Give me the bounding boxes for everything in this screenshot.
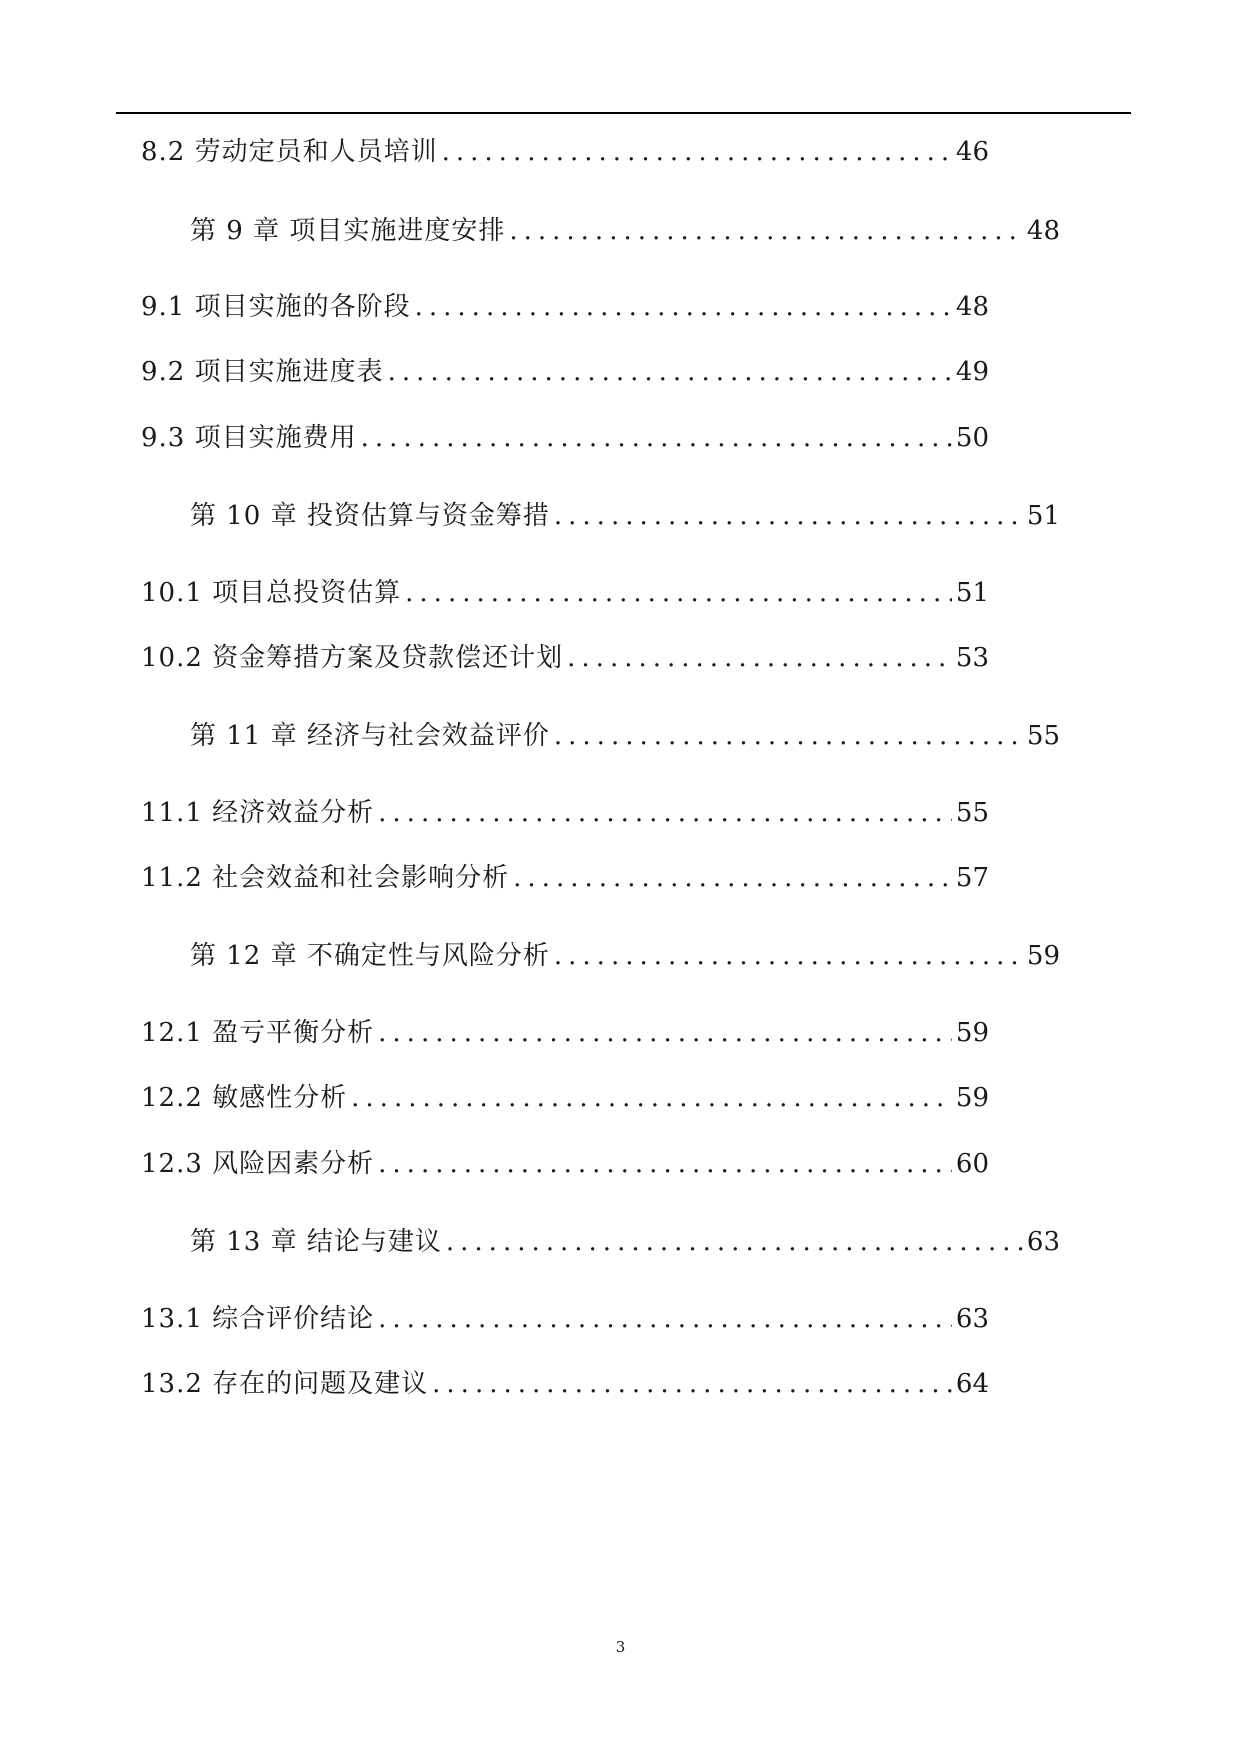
toc-entry-8-2[interactable] xyxy=(141,132,989,172)
toc-entry-page: 53 xyxy=(955,643,989,673)
toc-dot-leader xyxy=(446,1222,1023,1262)
toc-entry-page: 51 xyxy=(955,578,989,608)
toc-entry-page: 55 xyxy=(1026,721,1060,751)
toc-entry-page: 51 xyxy=(1026,501,1060,531)
toc-entry-title: 8.2 劳动定员和人员培训 xyxy=(141,137,438,167)
toc-dot-leader xyxy=(554,936,1023,976)
toc-dot-leader xyxy=(509,211,1023,251)
toc-entry-11-2[interactable] xyxy=(141,858,989,898)
toc-dot-leader xyxy=(378,1013,952,1053)
toc-entry-13-1[interactable] xyxy=(141,1299,989,1339)
toc-entry-10-1[interactable] xyxy=(141,573,989,613)
toc-dot-leader xyxy=(388,352,952,392)
toc-entry-page: 46 xyxy=(955,137,989,167)
toc-entry-title: 第 13 章 结论与建议 xyxy=(190,1227,442,1257)
toc-entry-12-1[interactable] xyxy=(141,1013,989,1053)
toc-entry-9-1[interactable] xyxy=(141,287,989,327)
toc-entry-title: 第 10 章 投资估算与资金筹措 xyxy=(190,501,550,531)
toc-entry-page: 50 xyxy=(955,423,989,453)
toc-entry-title: 11.1 经济效益分析 xyxy=(141,798,375,828)
toc-entry-title: 第 11 章 经济与社会效益评价 xyxy=(190,721,550,751)
toc-entry-page: 55 xyxy=(955,798,989,828)
toc-dot-leader xyxy=(405,573,952,613)
toc-entry-title: 11.2 社会效益和社会影响分析 xyxy=(141,863,510,893)
toc-chapter-10[interactable] xyxy=(190,496,1060,536)
toc-entry-page: 48 xyxy=(1026,216,1060,246)
toc-entry-title: 10.2 资金筹措方案及贷款偿还计划 xyxy=(141,643,564,673)
toc-entry-title: 10.1 项目总投资估算 xyxy=(141,578,402,608)
toc-entry-title: 9.2 项目实施进度表 xyxy=(141,357,384,387)
toc-entry-12-2[interactable] xyxy=(141,1078,989,1118)
toc-dot-leader xyxy=(442,132,952,172)
toc-entry-12-3[interactable] xyxy=(141,1144,989,1184)
toc-dot-leader xyxy=(351,1078,952,1118)
toc-entry-title: 9.3 项目实施费用 xyxy=(141,423,357,453)
toc-entry-title: 12.2 敏感性分析 xyxy=(141,1083,348,1113)
toc-entry-page: 63 xyxy=(955,1304,989,1334)
toc-dot-leader xyxy=(567,638,952,678)
toc-entry-page: 59 xyxy=(955,1018,989,1048)
toc-entry-title: 12.3 风险因素分析 xyxy=(141,1149,375,1179)
toc-entry-page: 63 xyxy=(1026,1227,1060,1257)
toc-entry-title: 第 12 章 不确定性与风险分析 xyxy=(190,941,550,971)
toc-dot-leader xyxy=(432,1364,952,1404)
toc-dot-leader xyxy=(415,287,952,327)
toc-entry-title: 13.2 存在的问题及建议 xyxy=(141,1369,429,1399)
toc-entry-page: 49 xyxy=(955,357,989,387)
toc-dot-leader xyxy=(378,793,952,833)
toc-dot-leader xyxy=(554,496,1023,536)
toc-chapter-12[interactable] xyxy=(190,936,1060,976)
toc-chapter-9[interactable] xyxy=(190,211,1060,251)
toc-entry-title: 第 9 章 项目实施进度安排 xyxy=(190,216,506,246)
toc-entry-page: 64 xyxy=(955,1369,989,1399)
toc-dot-leader xyxy=(513,858,952,898)
toc-chapter-11[interactable] xyxy=(190,716,1060,756)
toc-dot-leader xyxy=(554,716,1023,756)
toc-entry-13-2[interactable] xyxy=(141,1364,989,1404)
toc-entry-title: 13.1 综合评价结论 xyxy=(141,1304,375,1334)
toc-entry-10-2[interactable] xyxy=(141,638,989,678)
toc-entry-page: 60 xyxy=(955,1149,989,1179)
toc-dot-leader xyxy=(361,418,952,458)
toc-entry-page: 48 xyxy=(955,292,989,322)
page-number: 3 xyxy=(615,1638,626,1656)
toc-entry-title: 9.1 项目实施的各阶段 xyxy=(141,292,411,322)
toc-entry-title: 12.1 盈亏平衡分析 xyxy=(141,1018,375,1048)
toc-entry-9-3[interactable] xyxy=(141,418,989,458)
toc-dot-leader xyxy=(378,1299,952,1339)
toc-entry-page: 57 xyxy=(955,863,989,893)
toc-entry-page: 59 xyxy=(1026,941,1060,971)
toc-entry-11-1[interactable] xyxy=(141,793,989,833)
toc-entry-9-2[interactable] xyxy=(141,352,989,392)
toc-entry-page: 59 xyxy=(955,1083,989,1113)
toc-dot-leader xyxy=(378,1144,952,1184)
toc-chapter-13[interactable] xyxy=(190,1222,1060,1262)
